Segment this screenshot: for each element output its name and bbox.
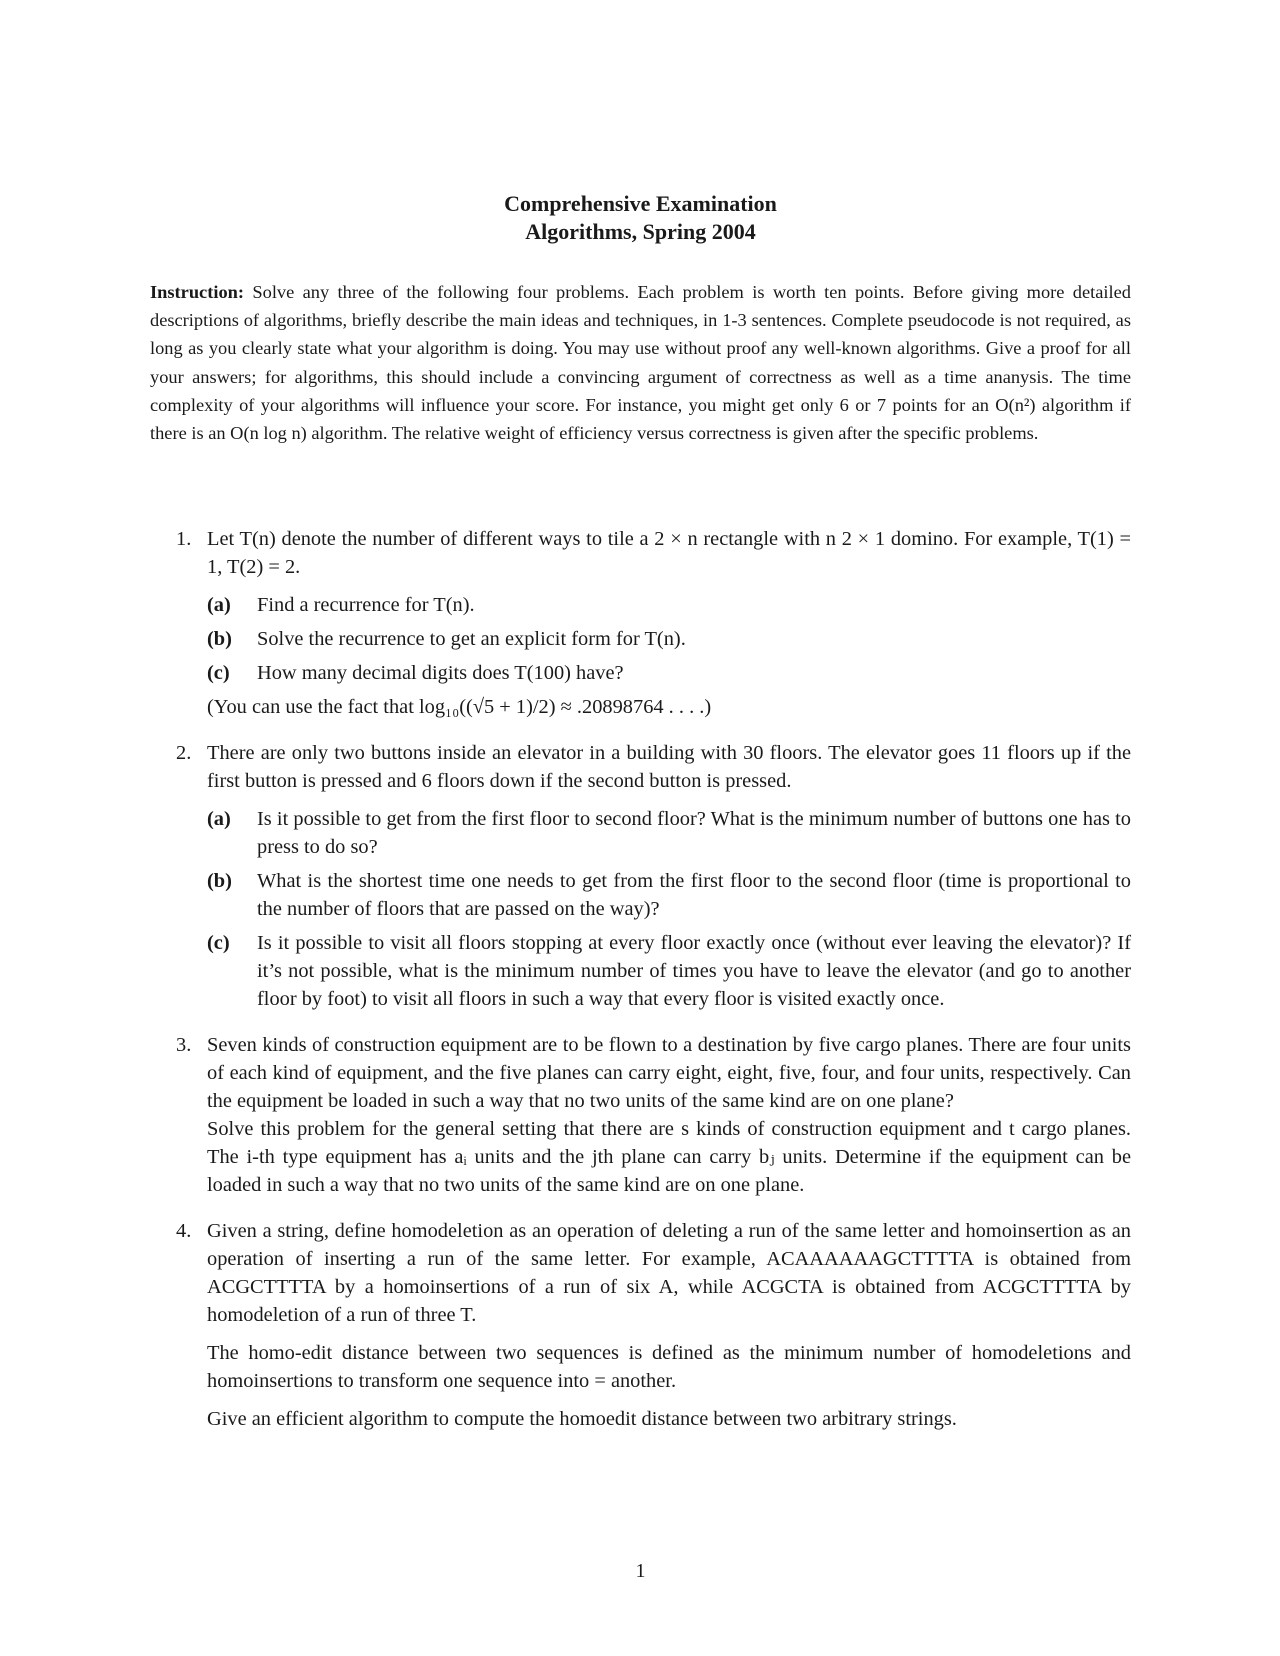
problem-text: Let T(n) denote the number of different ways to tile a 2 × n rectangle with n 2 × 1 domino. For example, T(1) = 1, T(2) = 2. <box>207 528 1131 578</box>
problem-definition: The homo-edit distance between two sequences is defined as the minimum number of homodeletions and homoinsertions to transform one sequence into = another. <box>207 1342 1131 1392</box>
instruction-paragraph <box>150 278 1131 447</box>
subquestion-text: Find a recurrence for T(n). <box>257 594 475 616</box>
subquestion-text: How many decimal digits does T(100) have? <box>257 662 624 684</box>
problem-task: Give an efficient algorithm to compute the homoedit distance between two arbitrary strings. <box>207 1408 957 1430</box>
problem-text: There are only two buttons inside an elevator in a building with 30 floors. The elevator goes 11 floors up if the first button is pressed and 6 floors down if the second button is pressed. <box>207 742 1131 792</box>
subquestion-label: (c) <box>207 662 230 684</box>
subquestion-label: (a) <box>207 594 231 616</box>
problem-hint: (You can use the fact that log₁₀((√5 + 1)/2) ≈ .20898764 . . . .) <box>207 696 712 718</box>
title-block <box>150 190 1131 246</box>
subquestion <box>207 659 1131 687</box>
subquestion <box>207 867 1131 923</box>
problem-3 <box>150 1031 1131 1199</box>
subquestion-text: Is it possible to visit all floors stopping at every floor exactly once (without ever leaving the elevator)? If it’s not possible, what is the minimum number of times you have to leave the elevator (and go to another floor by foot) to visit all floors in such a way that every floor is visited exactly once. <box>257 932 1131 1010</box>
subquestion-list <box>207 591 1131 687</box>
problem-number: 1. <box>176 528 192 550</box>
exam-page <box>150 0 1131 1656</box>
subquestion-label: (a) <box>207 808 231 830</box>
subquestion-label: (b) <box>207 628 232 650</box>
problem-text-general: Solve this problem for the general setting that there are s kinds of construction equipment and t cargo planes. The i-th type equipment has aᵢ units and the jth plane can carry bⱼ units. Determine if the equipment can be loaded in such a way that no two units of the same kind are on one plane. <box>207 1118 1131 1196</box>
subquestion-text: Is it possible to get from the first floor to second floor? What is the minimum number of buttons one has to press to do so? <box>257 808 1131 858</box>
subquestion-text: What is the shortest time one needs to get from the first floor to the second floor (time is proportional to the number of floors that are passed on the way)? <box>257 870 1131 920</box>
subquestion <box>207 929 1131 1013</box>
problem-text: Seven kinds of construction equipment are to be flown to a destination by five cargo planes. There are four units of each kind of equipment, and the five planes can carry eight, eight, five, four, and four units, respectively. Can the equipment be loaded in such a way that no two units of the same kind are on one plane? <box>207 1034 1131 1112</box>
problem-number: 4. <box>176 1220 192 1242</box>
subquestion <box>207 805 1131 861</box>
problem-text: Given a string, define homodeletion as an operation of deleting a run of the same letter and homoinsertion as an operation of inserting a run of the same letter. For example, ACAAAAAAGCTTTTA is obtained from ACGCTTTTA by a homoinsertions of a run of six A, while ACGCTA is obtained from ACGCTTTTA by homodeletion of a run of three T. <box>207 1220 1131 1326</box>
subquestion-text: Solve the recurrence to get an explicit form for T(n). <box>257 628 686 650</box>
problem-number: 3. <box>176 1034 192 1056</box>
problem-4 <box>150 1217 1131 1433</box>
exam-title: Comprehensive Examination <box>504 191 777 216</box>
subquestion <box>207 591 1131 619</box>
instruction-text: Solve any three of the following four problems. Each problem is worth ten points. Before giving more detailed descriptions of algorithms, briefly describe the main ideas and techniques, in 1-3 sentences. Complete pseudocode is not required, as long as you clearly state what your algorithm is doing. You may use without proof any well-known algorithms. Give a proof for all your answers; for algorithms, this should include a convincing argument of correctness as well as a time ananysis. The time complexity of your algorithms will influence your score. For instance, you might get only 6 or 7 points for an O(n²) algorithm if there is an O(n log n) algorithm. The relative weight of efficiency versus correctness is given after the specific problems. <box>150 282 1131 444</box>
problem-list <box>150 525 1131 1451</box>
subquestion <box>207 625 1131 653</box>
subquestion-label: (b) <box>207 870 232 892</box>
problem-1 <box>150 525 1131 721</box>
problem-2 <box>150 739 1131 1013</box>
exam-subtitle: Algorithms, Spring 2004 <box>525 219 756 244</box>
page-number: 1 <box>635 1560 646 1582</box>
instruction-lead: Instruction: <box>150 282 245 302</box>
problem-number: 2. <box>176 742 192 764</box>
subquestion-label: (c) <box>207 932 230 954</box>
subquestion-list <box>207 805 1131 1013</box>
